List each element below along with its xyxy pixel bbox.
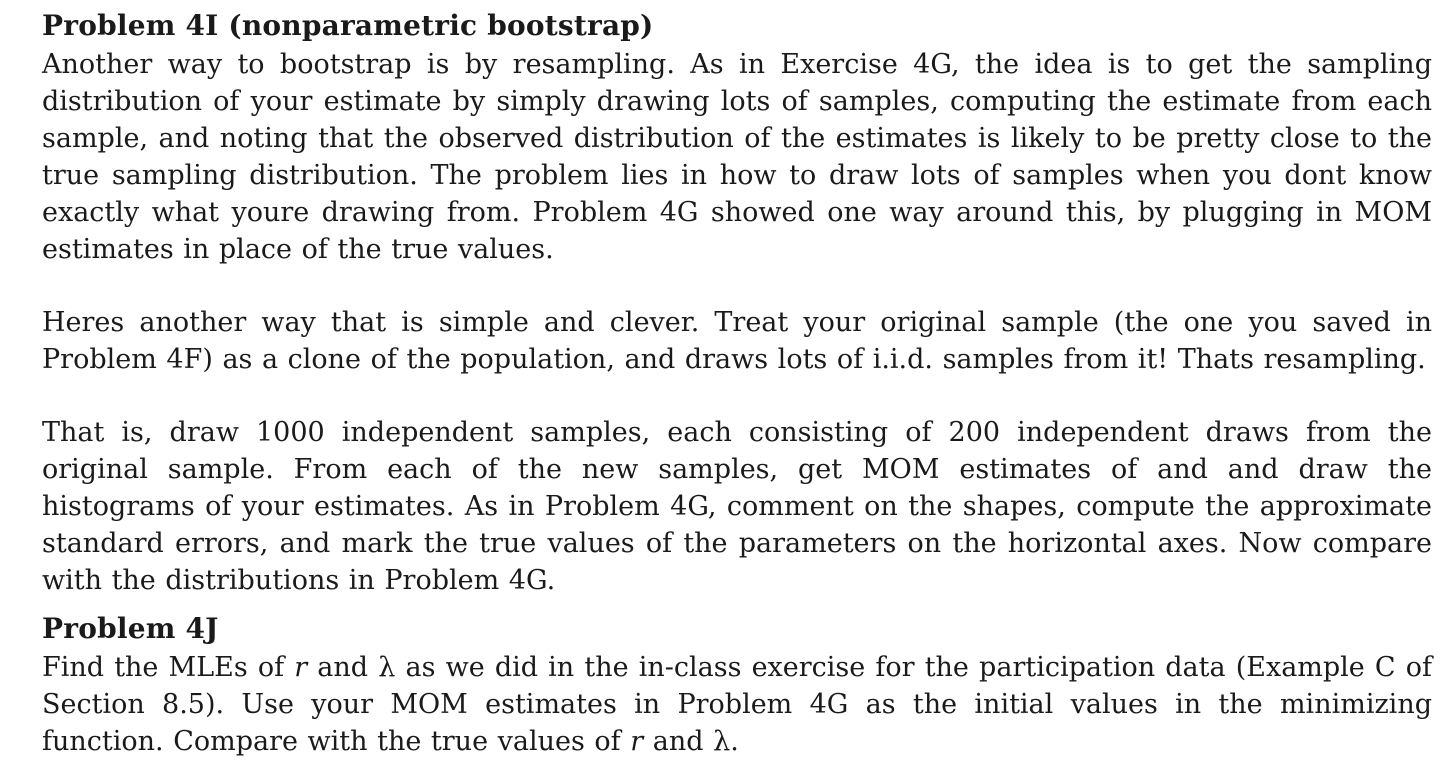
problem-4i-paragraph-1: Another way to bootstrap is by resampling. As in Exercise 4G, the idea is to get the sampling distribution of your estimate by simply drawing lots of samples, computing the estimate from each sample, and noting that the observed distribution of the estimates is likely to be pretty close to the true sampling distribution. The problem lies in how to draw lots of samples when you dont know exactly what youre drawing from. Problem 4G showed one way around this, by plugging in MOM estimates in place of the true values.: [42, 49, 1432, 265]
problem-4j-text-a: Find the MLEs of: [42, 652, 295, 683]
problem-4i-paragraph-2: Heres another way that is simple and clever. Treat your original sample (the one you saved in Problem 4F) as a clone of the population, and draws lots of i.i.d. samples from it! Thats resampling.: [42, 307, 1432, 375]
problem-4i-paragraph-3: That is, draw 1000 independent samples, each consisting of 200 independent draws from the original sample. From each of the new samples, get MOM estimates of and and draw the histograms of your estimates. As in Problem 4G, comment on the shapes, compute the approximate standard errors, and mark the true values of the parameters on the horizontal axes. Now compare with the distributions in Problem 4G.: [42, 417, 1432, 596]
problem-4i-title: Problem 4I (nonparametric bootstrap): [42, 9, 654, 42]
paragraph-spacer: [42, 378, 1432, 414]
section-spacer: [42, 599, 1432, 611]
problem-4j-text-d: and: [643, 726, 714, 757]
problem-4j-text-e: .: [730, 726, 739, 757]
variable-r: r: [630, 726, 644, 757]
problem-4j-text-c: as we did in the in-class exercise for the participation data (Example C of Section 8.5). Use your MOM estimates in Problem 4G as the initial values in the minimizing function. Compare with the true values of: [42, 652, 1432, 757]
problem-4j-section: [42, 611, 1432, 760]
problem-4j-paragraph: [42, 649, 1432, 760]
variable-lambda: λ: [713, 726, 731, 757]
problem-4j-text-b: and: [307, 652, 379, 683]
document-page: [42, 8, 1432, 760]
problem-4i-section: [42, 8, 1432, 599]
paragraph-spacer: [42, 268, 1432, 304]
variable-lambda: λ: [378, 652, 396, 683]
problem-4j-title: Problem 4J: [42, 612, 219, 645]
variable-r: r: [294, 652, 308, 683]
